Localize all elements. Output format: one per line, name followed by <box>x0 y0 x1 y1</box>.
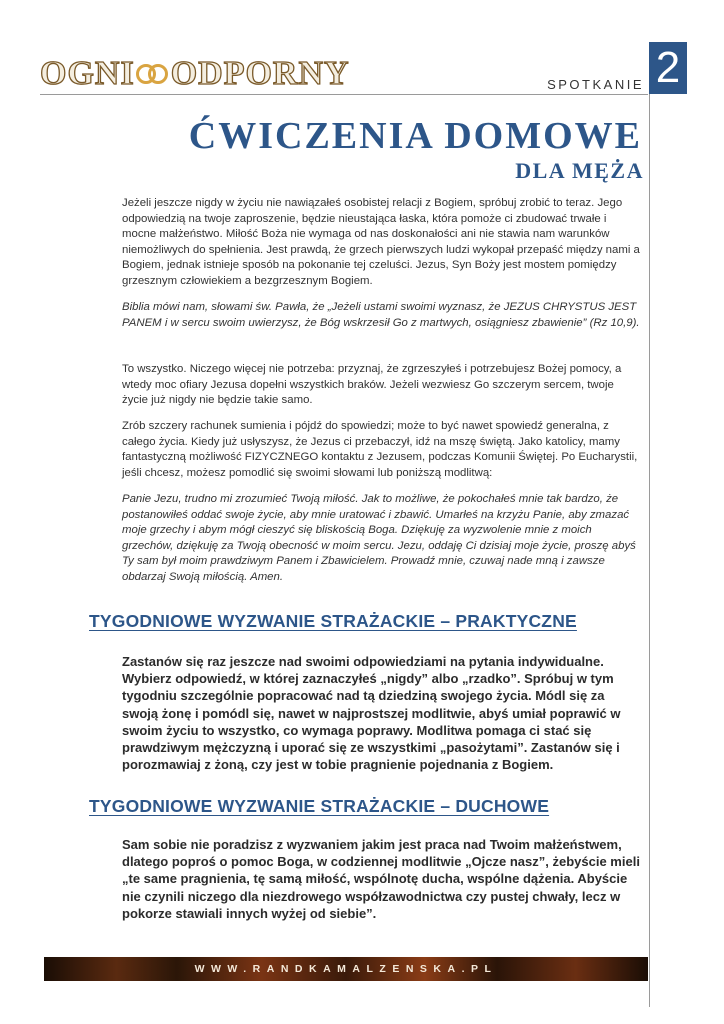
right-divider <box>649 42 650 1007</box>
heading-practical-challenge: TYGODNIOWE WYZWANIE STRAŻACKIE – PRAKTYCZNE <box>89 611 577 631</box>
paragraph-bible-quote: Biblia mówi nam, słowami św. Pawła, że „Jeżeli ustami swoimi wyznasz, że JEZUS CHRYSTUS JEST PANEM i w sercu swoim uwierzysz, że Bóg wskrzesił Go z martwych, osiągniesz zbawienie” (Rz 10,9). <box>122 301 640 329</box>
footer-url[interactable]: WWW.RANDKAMALZENSKA.PL <box>194 963 498 975</box>
paragraph-that-is-all: To wszystko. Niczego więcej nie potrzeba: przyznaj, że zgrzeszyłeś i potrzebujesz Bożej pomocy, a wtedy moc ofiary Jezusa dopełni wszystkich braków. Jeżeli wezwiesz Go szczerym sercem, twoje życie już nigdy nie będzie takie samo. <box>122 363 622 407</box>
heading-spiritual-challenge: TYGODNIOWE WYZWANIE STRAŻACKIE – DUCHOWE <box>89 796 550 816</box>
rings-icon <box>136 61 170 87</box>
spiritual-challenge-text: Sam sobie nie poradzisz z wyzwaniem jakim jest praca nad Twoim małżeństwem, dlatego poproś o pomoc Boga, w codziennej modlitwie „Ojcze nasz”, żebyście mieli „te same pragnienia, tę samą miłość, wspólnotę ducha, wspólne dążenia. Abyście nie czynili niczego dla niezdrowego współzawodnictwa czy pustej chwały, lecz w pokorze stawiali innych wyżej od siebie”. <box>122 837 640 921</box>
page-subtitle: DLA MĘŻA <box>515 158 644 183</box>
paragraph-intro: Jeżeli jeszcze nigdy w życiu nie nawiązałeś osobistej relacji z Bogiem, spróbuj zrobić to teraz. Jego odpowiedzią na twoje zaproszenie, będzie nieustająca łaska, która pomoże ci zbudować trwałe i mocne małżeństwo. Miłość Boża nie wymaga od nas doskonałości ani nie stawia nam warunków niemożliwych do spełnienia. Jest prawdą, że grzech pierwszych ludzi wykopał przepaść między nami a Bogiem, jednak istnieje sposób na pokonanie tej czeluści. Jezus, Syn Boży jest mostem pomiędzy grzesznym człowiekiem a bezgrzesznym Bogiem. <box>122 197 640 287</box>
practical-challenge-text: Zastanów się raz jeszcze nad swoimi odpowiedziami na pytania indywidualne. Wybierz odpowiedź, w której zaznaczyłeś „nigdy” albo „rzadko”. Spróbuj w tym tygodniu szczególnie popracować nad tą dziedziną swojego życia. Módl się za swoją żonę i pomódl się, nawet w najprostszej modlitwie, abyś umiał poprawić w swoim życiu to wszystko, co wymaga poprawy. Modlitwa pomaga ci stać się prawdziwym mężczyzną i uporać się ze wszystkimi „pasożytami”. Zastanów się i porozmawiaj z żoną, czy jest w tobie pragnienie pojednania z Bogiem. <box>122 654 621 773</box>
header-divider <box>40 94 648 95</box>
logo-text-right: ODPORNY <box>170 55 350 92</box>
footer-banner <box>44 957 648 981</box>
section-number: 2 <box>649 42 687 94</box>
logo <box>40 54 350 94</box>
section-label: SPOTKANIE <box>547 77 644 92</box>
logo-text-left: OGNI <box>40 55 135 92</box>
page-title: ĆWICZENIA DOMOWE <box>188 115 642 157</box>
paragraph-prayer: Panie Jezu, trudno mi zrozumieć Twoją miłość. Jak to możliwe, że pokochałeś mnie tak bardzo, że postanowiłeś oddać swoje życie, aby mnie uratować i zbawić. Umarłeś na krzyżu Panie, aby zmazać moje grzechy i abym mógł cieszyć się bliskością Boga. Dziękuję za wyzwolenie mnie z moich grzechów, dziękuję za Twoją obecność w moim sercu. Jezu, oddaję Ci dzisiaj moje życie, proszę abyś Ty sam był moim prawdziwym Panem i Zbawicielem. Prowadź mnie, czuwaj nade mną i zawsze obdarzaj Swoją miłością. Amen. <box>122 493 636 583</box>
paragraph-confession: Zrób szczery rachunek sumienia i pójdź do spowiedzi; może to być nawet spowiedź generalna, z całego życia. Kiedy już usłyszysz, że Jezus ci przebaczył, idź na mszę świętą. Jako katolicy, mamy fantastyczną możliwość FIZYCZNEGO kontaktu z Jezusem, podczas Komunii Świętej. Po Eucharystii, jeśli chcesz, możesz pomodlić się swoimi słowami lub poniższą modlitwą: <box>122 420 638 479</box>
